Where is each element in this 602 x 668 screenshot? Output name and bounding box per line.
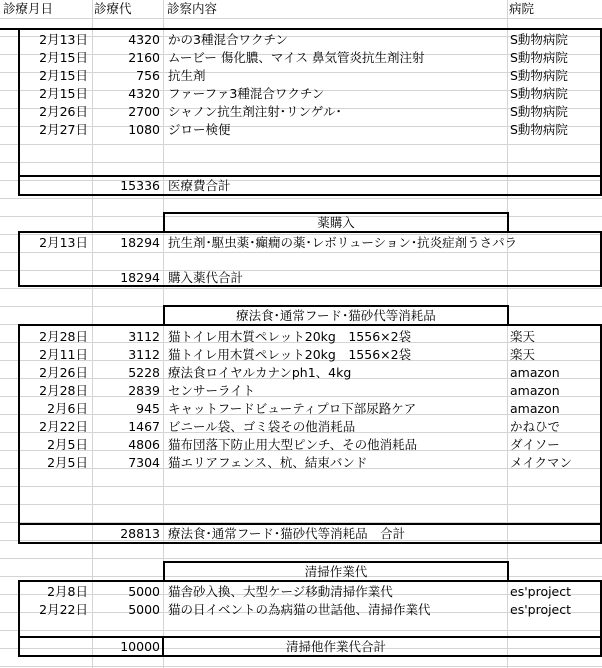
gridline-h [0,252,602,253]
medical-date[interactable]: 2月15日 [39,68,88,83]
cleaning-amount[interactable]: 5000 [128,584,160,599]
medical-date[interactable]: 2月13日 [39,32,88,47]
supplies-amount[interactable]: 3112 [128,329,160,344]
supplies-desc[interactable]: 猫トイレ用木質ペレット20kg 1556×2袋 [168,347,412,362]
cleaning-total-amount[interactable]: 10000 [120,639,160,654]
gridline-h [0,144,602,145]
supplies-place[interactable]: メイクマン [510,455,573,470]
supplies-place[interactable]: amazon [510,365,560,380]
medicine-amount[interactable]: 18294 [120,235,160,250]
medical-amount[interactable]: 4320 [128,86,160,101]
medical-total-label[interactable]: 医療費合計 [168,178,231,193]
medical-desc[interactable]: 抗生剤 [168,68,206,83]
cleaning-desc[interactable]: 猫の日イベントの為病猫の世話他、清掃作業代 [168,602,431,617]
supplies-place[interactable]: 楽天 [510,347,536,362]
medical-amount[interactable]: 4320 [128,32,160,47]
supplies-desc[interactable]: 療法食ロイヤルカナンph1、4kg [168,365,352,380]
medical-total-amount[interactable]: 15336 [120,178,160,193]
supplies-box-left [18,324,20,524]
gridline-h [0,288,602,289]
supplies-amount[interactable]: 2839 [128,383,160,398]
cleaning-desc[interactable]: 猫舎砂入換、大型ケージ移動清掃作業代 [168,584,393,599]
header-date[interactable]: 診療月日 [3,1,54,16]
supplies-place[interactable]: amazon [510,401,560,416]
supplies-amount[interactable]: 5228 [128,365,160,380]
supplies-total-box-left [18,523,20,543]
supplies-desc[interactable]: ビニール袋、ゴミ袋その他消耗品 [168,419,356,434]
supplies-place[interactable]: amazon [510,383,560,398]
medical-place[interactable]: S動物病院 [510,68,568,83]
medicine-title[interactable]: 薬購入 [317,215,355,230]
medicine-desc[interactable]: 抗生剤･駆虫薬･癲癇の薬･レボリューション･抗炎症剤うさパラ [168,235,518,250]
gridline-h [0,18,602,19]
medical-desc[interactable]: シャノン抗生剤注射･リンゲル･ [168,104,342,119]
medical-total-box-left [18,175,20,195]
supplies-amount[interactable]: 3112 [128,347,160,362]
cleaning-place[interactable]: es'project [510,584,572,599]
medicine-box-left [18,231,20,286]
supplies-date[interactable]: 2月28日 [39,329,88,344]
medical-desc[interactable]: ファーファ3種混合ワクチン [168,86,325,101]
medical-date[interactable]: 2月27日 [39,122,88,137]
header-fee[interactable]: 診療代 [94,1,132,16]
gridline-h [0,162,602,163]
medical-desc[interactable]: ムービー 傷化膿、マイス 鼻気管炎抗生剤注射 [168,50,425,65]
medical-place[interactable]: S動物病院 [510,122,568,137]
medical-place[interactable]: S動物病院 [510,32,568,47]
supplies-date[interactable]: 2月26日 [39,365,88,380]
medicine-total-label[interactable]: 購入薬代合計 [168,270,244,285]
supplies-date[interactable]: 2月11日 [39,347,88,362]
cleaning-total-box-left [18,636,20,656]
supplies-date[interactable]: 2月5日 [47,437,88,452]
cleaning-box-top [18,580,602,582]
gridline-h [0,486,602,487]
medical-place[interactable]: S動物病院 [510,86,568,101]
header-content[interactable]: 診察内容 [167,1,218,16]
supplies-box-top [18,324,602,326]
supplies-date[interactable]: 2月28日 [39,383,88,398]
cleaning-date[interactable]: 2月8日 [47,584,88,599]
medicine-total-amount[interactable]: 18294 [120,270,160,285]
supplies-desc[interactable]: 猫エリアフェンス、杭、結束バンド [168,455,368,470]
cleaning-date[interactable]: 2月22日 [39,602,88,617]
medical-box-left [18,28,20,176]
gridline-h [0,630,602,631]
supplies-amount[interactable]: 4806 [128,437,160,452]
supplies-place[interactable]: 楽天 [510,329,536,344]
supplies-desc[interactable]: キャットフードビューティプロ下部尿路ケア [168,401,417,416]
supplies-desc[interactable]: センサーライト [168,383,256,398]
medical-place[interactable]: S動物病院 [510,104,568,119]
header-hospital[interactable]: 病院 [509,1,535,16]
medical-box-top [18,28,602,30]
gridline-h [0,198,602,199]
gridline-h [0,558,602,559]
medical-amount[interactable]: 756 [136,68,160,83]
medicine-date[interactable]: 2月13日 [39,235,88,250]
medical-amount[interactable]: 2160 [128,50,160,65]
supplies-place[interactable]: ダイソー [510,437,560,452]
medicine-box-top [18,231,602,233]
medical-desc[interactable]: ジロー検便 [168,122,231,137]
cleaning-amount[interactable]: 5000 [128,602,160,617]
medical-desc[interactable]: かの3種混合ワクチン [168,32,288,47]
gridline-h [0,504,602,505]
gridline-h [0,666,602,667]
supplies-place[interactable]: かねひで [510,419,561,434]
supplies-desc[interactable]: 猫トイレ用木質ペレット20kg 1556×2袋 [168,329,412,344]
cleaning-total-label[interactable]: 清掃他作業代合計 [285,639,386,654]
supplies-date[interactable]: 2月22日 [39,419,88,434]
supplies-desc[interactable]: 猫布団落下防止用大型ピンチ、その他消耗品 [168,437,418,452]
supplies-amount[interactable]: 1467 [128,419,160,434]
medical-place[interactable]: S動物病院 [510,50,568,65]
medical-date[interactable]: 2月26日 [39,104,88,119]
medical-date[interactable]: 2月15日 [39,86,88,101]
medical-date[interactable]: 2月15日 [39,50,88,65]
supplies-date[interactable]: 2月5日 [47,455,88,470]
cleaning-box-left [18,580,20,637]
supplies-title[interactable]: 療法食･通常フード･猫砂代等消耗品 [236,308,436,323]
supplies-total-amount[interactable]: 28813 [120,526,160,541]
medical-amount[interactable]: 1080 [128,122,160,137]
medical-amount[interactable]: 2700 [128,104,160,119]
supplies-date[interactable]: 2月6日 [47,401,88,416]
cleaning-place[interactable]: es'project [510,602,572,617]
supplies-total-label[interactable]: 療法食･通常フード･猫砂代等消耗品 合計 [168,526,406,541]
supplies-amount[interactable]: 945 [136,401,160,416]
supplies-amount[interactable]: 7304 [128,455,160,470]
cleaning-title[interactable]: 清掃作業代 [304,564,368,579]
